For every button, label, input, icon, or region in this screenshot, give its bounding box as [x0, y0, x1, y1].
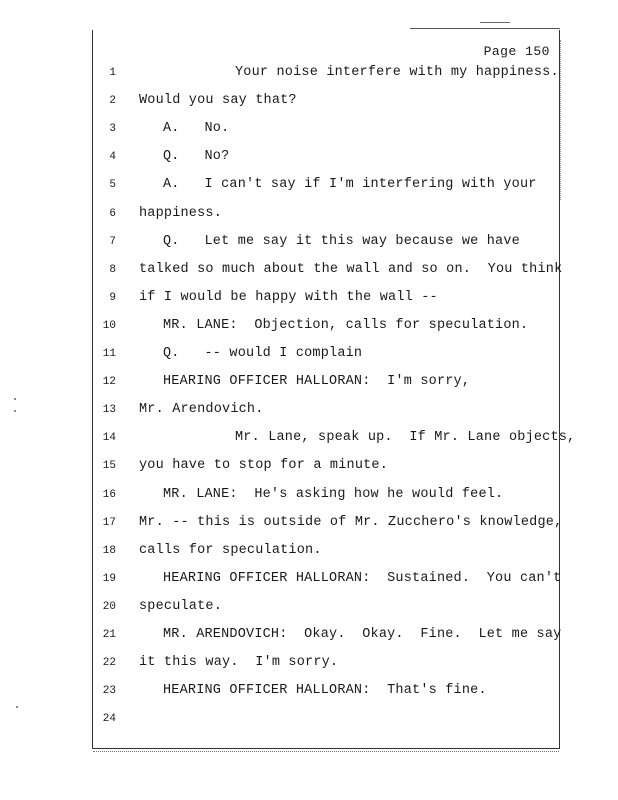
line-number: 3 [109, 123, 116, 136]
transcript-line: Would you say that? [139, 93, 297, 109]
transcript-line: MR. LANE: He's asking how he would feel. [163, 486, 504, 502]
transcript-line: speculate. [139, 598, 223, 614]
line-number: 1 [109, 67, 116, 79]
scan-speck [480, 22, 510, 23]
line-number: 6 [109, 207, 116, 220]
line-number: 23 [102, 685, 116, 698]
line-number: 16 [102, 488, 116, 501]
transcript-line: A. No. [163, 121, 230, 137]
page-number: Page 150 [483, 44, 550, 59]
scan-speck [14, 410, 16, 412]
transcript-line: happiness. [139, 205, 223, 221]
line-number: 2 [109, 95, 116, 108]
line-number: 24 [102, 713, 116, 726]
transcript-line: Mr. -- this is outside of Mr. Zucchero's knowledge, [139, 514, 563, 530]
transcript-line: HEARING OFFICER HALLORAN: Sustained. You can't [163, 570, 562, 586]
line-number: 10 [102, 319, 116, 332]
transcript-line: Your noise interfere with my happiness. [235, 65, 559, 80]
line-number: 12 [102, 376, 116, 389]
transcript-line: Q. Let me say it this way because we have [163, 233, 520, 249]
transcript-line: Q. -- would I complain [163, 346, 363, 361]
line-number: 17 [102, 516, 116, 529]
top-rule [410, 28, 560, 29]
transcript-line: Mr. Arendovich. [139, 402, 264, 418]
line-number: 15 [102, 460, 116, 473]
transcript-line: HEARING OFFICER HALLORAN: I'm sorry, [163, 374, 471, 390]
line-number: 22 [102, 657, 116, 670]
line-number: 18 [102, 544, 116, 557]
line-number: 11 [102, 348, 116, 360]
line-number: 19 [102, 572, 116, 585]
transcript-line: it this way. I'm sorry. [139, 655, 339, 671]
scan-edge-artifact [560, 40, 567, 200]
line-number: 21 [102, 629, 116, 641]
transcript-line: talked so much about the wall and so on. You think [139, 261, 563, 277]
transcript-line: Mr. Lane, speak up. If Mr. Lane objects, [235, 430, 576, 446]
transcript-line: A. I can't say if I'm interfering with your [163, 177, 537, 193]
transcript-line: calls for speculation. [139, 542, 322, 558]
transcript-line: if I would be happy with the wall -- [139, 289, 438, 305]
line-number: 13 [102, 404, 116, 417]
transcript-line: MR. ARENDOVICH: Okay. Okay. Fine. Let me say [163, 627, 562, 642]
line-number: 4 [109, 151, 116, 164]
scan-speck [16, 706, 18, 708]
transcript-line: Q. No? [163, 149, 230, 165]
scan-speck [14, 398, 16, 400]
line-number: 8 [109, 263, 116, 276]
line-number: 5 [109, 179, 116, 192]
line-number: 7 [109, 235, 116, 248]
transcript-line: you have to stop for a minute. [139, 458, 389, 474]
line-number: 20 [102, 600, 116, 613]
line-number: 9 [109, 291, 116, 304]
line-number: 14 [102, 432, 116, 445]
transcript-line: HEARING OFFICER HALLORAN: That's fine. [163, 683, 487, 699]
transcript-line: MR. LANE: Objection, calls for speculation. [163, 317, 529, 333]
